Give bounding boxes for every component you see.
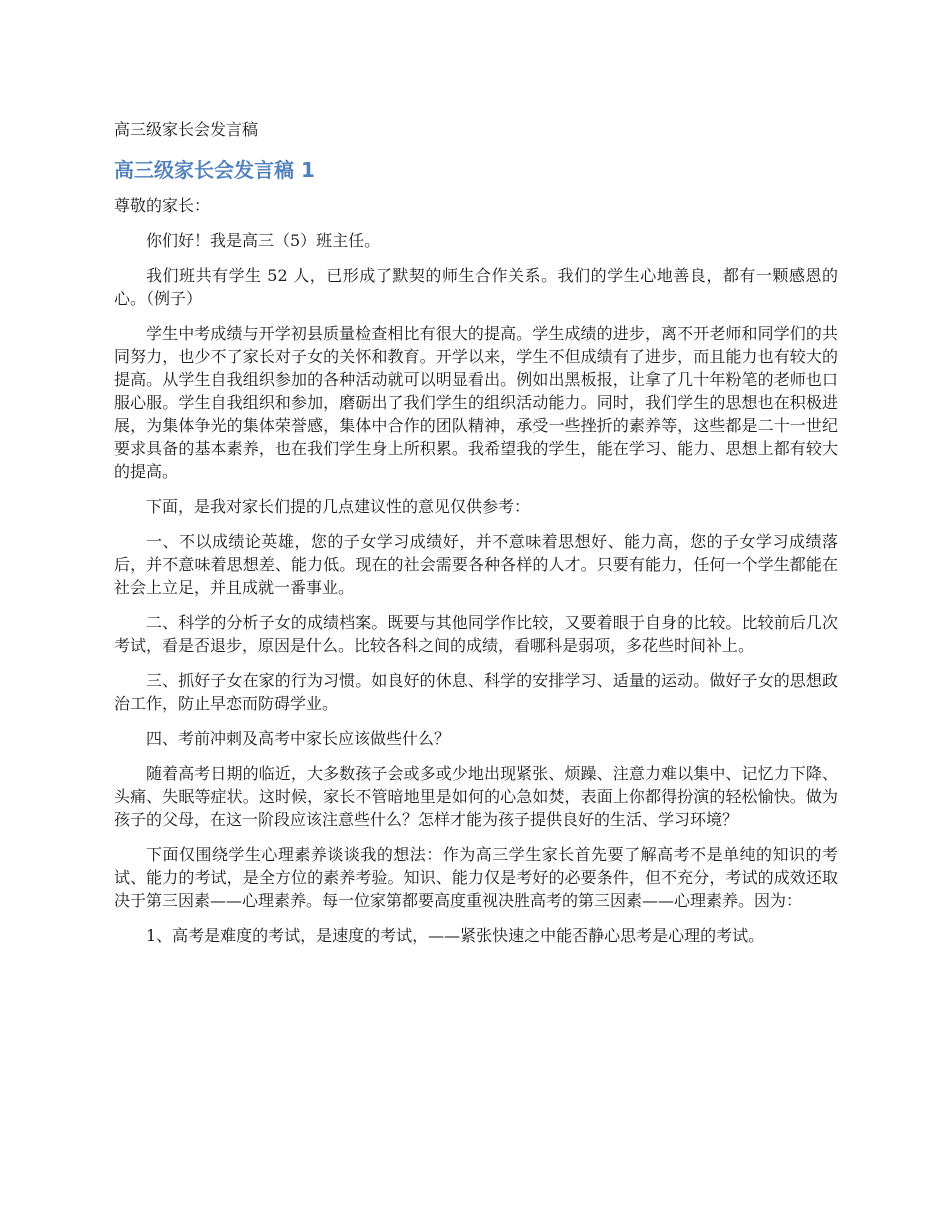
section-heading: 高三级家长会发言稿 1	[114, 158, 315, 182]
paragraph-psychology: 下面仅围绕学生心理素养谈谈我的想法：作为高三学生家长首先要了解高考不是单纯的知识的考试、能力的考试，是全方位的素养考验。知识、能力仅是考好的必要条件，但不充分，考试的成效还取决于第三因素——心理素养。每一位家第都要高度重视决胜高考的第三因素——心理素养。因为：	[114, 845, 838, 910]
paragraph-suggestion-3: 三、抓好子女在家的行为习惯。如良好的休息、科学的安排学习、适量的运动。做好子女的思想政治工作，防止早恋而防碍学业。	[114, 671, 838, 713]
document-page	[114, 118, 838, 959]
paragraph-suggestion-2: 二、科学的分析子女的成绩档案。既要与其他同学作比较，又要着眼于自身的比较。比较前后几次考试，看是否退步，原因是什么。比较各科之间的成绩，看哪科是弱项，多花些时间补上。	[114, 613, 838, 655]
paragraph-progress: 学生中考成绩与开学初县质量检查相比有很大的提高。学生成绩的进步，离不开老师和同学们的共同努力，也少不了家长对子女的关怀和教育。开学以来，学生不但成绩有了进步，而且能力也有较大的提高。从学生自我组织参加的各种活动就可以明显看出。例如出黑板报，让拿了几十年粉笔的老师也口服心服。学生自我组织和参加，磨砺出了我们学生的组织活动能力。同时，我们学生的思想也在积极进展，为集体争光的集体荣誉感，集体中合作的团队精神，承受一些挫折的素养等，这些都是二十一世纪要求具备的基本素养，也在我们学生身上所积累。我希望我的学生，能在学习、能力、思想上都有较大的提高。	[114, 324, 838, 481]
salutation: 尊敬的家长：	[114, 196, 211, 215]
paragraph-class-info: 我们班共有学生 52 人，已形成了默契的师生合作关系。我们的学生心地善良，都有一颗感恩的心。（例子）	[114, 266, 838, 308]
paragraph-greeting: 你们好！我是高三（5）班主任。	[146, 231, 381, 250]
document-title: 高三级家长会发言稿	[114, 120, 259, 139]
paragraph-suggestions-intro: 下面，是我对家长们提的几点建议性的意见仅供参考：	[146, 497, 531, 516]
paragraph-point-1: 1、高考是难度的考试，是速度的考试，——紧张快速之中能否静心思考是心理的考试。	[146, 926, 765, 945]
paragraph-suggestion-1: 一、不以成绩论英雄，您的子女学习成绩好，并不意味着思想好、能力高，您的子女学习成绩落后，并不意味着思想差、能力低。现在的社会需要各种各样的人才。只要有能力，任何一个学生都能在社会上立足，并且成就一番事业。	[114, 532, 838, 597]
paragraph-exam-stress: 随着高考日期的临近，大多数孩子会或多或少地出现紧张、烦躁、注意力难以集中、记忆力下降、头痛、失眠等症状。这时候，家长不管暗地里是如何的心急如焚，表面上你都得扮演的轻松愉快。做为孩子的父母，在这一阶段应该注意些什么？怎样才能为孩子提供良好的生活、学习环境？	[114, 764, 838, 829]
paragraph-suggestion-4: 四、考前冲刺及高考中家长应该做些什么？	[146, 729, 451, 748]
